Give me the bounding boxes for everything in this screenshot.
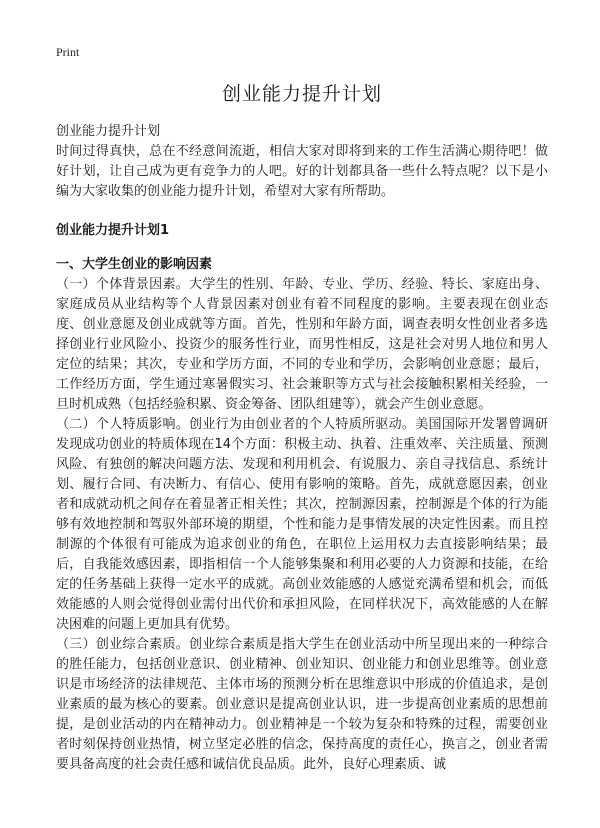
section-heading: 创业能力提升计划1	[56, 223, 170, 238]
subsection-heading: 一、大学生创业的影响因素	[56, 257, 213, 272]
paragraph-comprehensive-quality: （三）创业综合素质。创业综合素质是指大学生在创业活动中所呈现出来的一种综合的胜任能力，包括创业意识、创业精神、创业知识、创业能力和创业思维等。创业意识是市场经济的法律规范、主体市场的预测分析在思维意识中形成的价值追求，是创业素质的最为核心的要素。创业意识是提高创业认识，进一步提高创业素质的思想前提，是创业活动的内在精神动力。创业精神是一个较为复杂和特殊的过程，需要创业者时刻保持创业热情，树立坚定必胜的信念，保持高度的责任心，换言之，创业者需要具备高度的社会责任感和诚信优良品质。此外，良好心理素质、诚	[56, 637, 548, 772]
paragraph-personal-traits: （二）个人特质影响。创业行为由创业者的个人特质所驱动。美国国际开发署曾调研发现成功创业的特质体现在14个方面：积极主动、执着、注重效率、关注质量、预测风险、有独创的解决问题方法、发现和利用机会、有说服力、亲自寻找信息、系统计划、履行合同、有决断力、有信心、使用有影响的策略。首先，成就意愿因素，创业者和成就动机之间存在着显著正相关性；其次，控制源因素，控制源是个体的行为能够有效地控制和驾驭外部环境的期望，个性和能力是事情发展的决定性因素。而且控制源的个体很有可能成为追求创业的角色，在职位上运用权力去直接影响结果；最后，自我能效感因素，即指相信一个人能够集聚和利用必要的人力资源和技能，在给定的任务基础上获得一定水平的成就。高创业效能感的人感觉充满希望和机会，而低效能感的人则会觉得创业需付出代价和承担风险，在同样状况下，高效能感的人在解决困难的问题上更加具有优势。	[56, 417, 548, 632]
print-link[interactable]: Print	[56, 45, 80, 59]
intro-paragraph: 时间过得真快，总在不经意间流逝，相信大家对即将到来的工作生活满心期待吧！做好计划，让自己成为更有竞争力的人吧。好的计划都具备一些什么特点呢？以下是小编为大家收集的创业能力提升计划，希望对大家有所帮助。	[56, 144, 548, 199]
paragraph-background-factors: （一）个体背景因素。大学生的性别、年龄、专业、学历、经验、特长、家庭出身、家庭成员从业结构等个人背景因素对创业有着不同程度的影响。主要表现在创业态度、创业意愿及创业成就等方面。首先，性别和年龄方面，调查表明女性创业者多选择创业行业风险小、投资少的服务性行业，而男性相反，这是社会对男人地位和男人定位的结果；其次，专业和学历方面，不同的专业和学历，会影响创业意愿；最后，工作经历方面，学生通过寒暑假实习、社会兼职等方式与社会接触积累相关经验，一旦时机成熟（包括经验积累、资金筹备、团队组建等），就会产生创业意愿。	[56, 277, 548, 412]
document-title: 创业能力提升计划	[221, 83, 382, 105]
document-subtitle: 创业能力提升计划	[56, 124, 161, 139]
document-page	[56, 44, 548, 775]
